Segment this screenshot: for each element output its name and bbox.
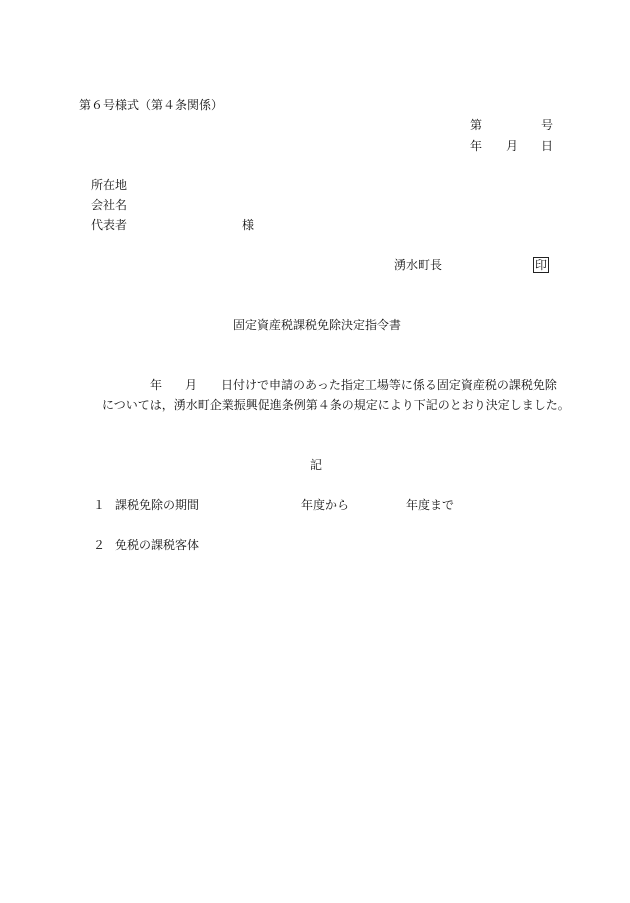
date-year: 年 [470, 139, 483, 153]
date-month: 月 [506, 139, 519, 153]
date-day: 日 [541, 139, 554, 153]
body-month: 月 [185, 378, 198, 392]
representative-label: 代表者 [91, 218, 128, 232]
item-1-to: 年度まで [406, 498, 455, 512]
seal-label: 印 [535, 258, 548, 272]
company-label: 会社名 [91, 198, 128, 212]
issuer-title: 湧水町長 [394, 258, 443, 272]
item-2-number: ２ [93, 538, 106, 552]
item-1-number: １ [93, 498, 106, 512]
address-label: 所在地 [91, 178, 128, 192]
item-2-label: 免税の課税客体 [115, 538, 200, 552]
document-title: 固定資産税課税免除決定指令書 [233, 318, 402, 332]
body-year: 年 [150, 378, 163, 392]
item-1-label: 課税免除の期間 [115, 498, 200, 512]
body-line2: については，湧水町企業振興促進条例第４条の規定により下記のとおり決定しました。 [102, 398, 570, 412]
document-number-prefix: 第 [470, 118, 483, 132]
form-header: 第６号様式（第４条関係） [79, 98, 224, 112]
seal-mark [533, 257, 549, 273]
ki-heading: 記 [310, 458, 323, 472]
item-1-from: 年度から [301, 498, 350, 512]
body-line1-rest: 日付けで申請のあった指定工場等に係る固定資産税の課税免除 [221, 378, 557, 392]
honorific: 様 [242, 218, 255, 232]
document-number-suffix: 号 [541, 118, 554, 132]
